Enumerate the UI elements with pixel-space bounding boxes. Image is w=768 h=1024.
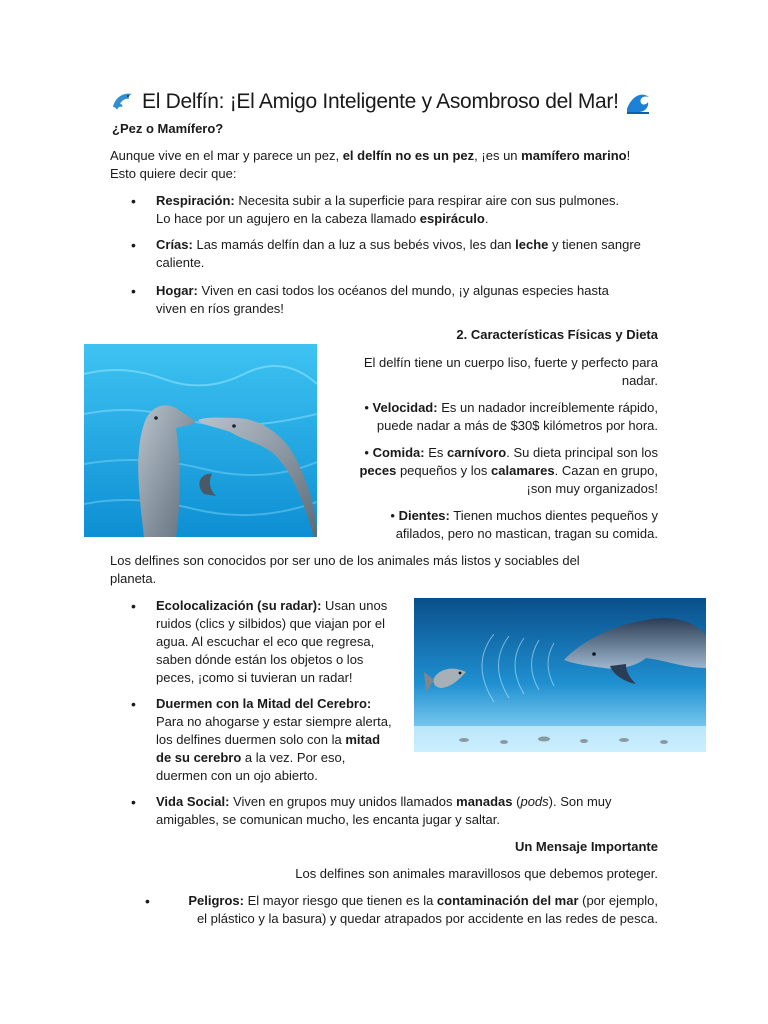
title-text: El Delfín: ¡El Amigo Inteligente y Asombroso del Mar! [142,90,619,113]
bullet-dot: • [131,193,136,209]
bullet-dot: • [131,696,136,712]
dolphin-emoji-icon [110,89,136,115]
echolocation-illustration [414,598,706,752]
page-title [110,88,651,116]
list-item-peligros: Peligros: El mayor riesgo que tienen es la contaminación del mar (por ejemplo, el plástico y la basura) y quedar atrapados por accidente en las redes de pesca. [188,893,658,926]
bullet-dot: • [364,445,373,460]
section2-intro: El delfín tiene un cuerpo liso, fuerte y perfecto para nadar. [363,355,658,388]
list-item-respiracion: Respiración: Necesita subir a la superficie para respirar aire con sus pulmones. Lo hace por un agujero en la cabeza llamado espiráculo. [156,193,620,226]
section4-heading: Un Mensaje Importante [514,839,658,854]
section4-intro: Los delfines son animales maravillosos que debemos proteger. [295,866,658,881]
bullet-dot: • [131,283,136,299]
bullet-dot: • [131,237,136,253]
section3-intro: Los delfines son conocidos por ser uno de los animales más listos y sociables del planeta. [110,553,580,586]
list-item-dientes: • Dientes: Tienen muchos dientes pequeños y afilados, pero no mastican, tragan su comida. [390,508,658,541]
list-item-duermen: Duermen con la Mitad del Cerebro: Para no ahogarse y estar siempre alerta, los delfines duermen solo con la mitad de su cerebro a la vez. Por eso, duermen con un ojo abierto. [156,696,392,783]
section1-intro: Aunque vive en el mar y parece un pez, el delfín no es un pez, ¡es un mamífero marino! Esto quiere decir que: [110,148,631,181]
section1-heading: ¿Pez o Mamífero? [112,121,224,136]
bullet-dot: • [131,598,136,614]
two-dolphins-illustration [84,344,317,537]
bullet-dot: • [364,400,373,415]
section2-heading: 2. Características Físicas y Dieta [456,327,658,342]
list-item-ecolocalizacion: Ecolocalización (su radar): Usan unos ruidos (clics y silbidos) que viajan por el agua. Al escuchar el eco que regresa, saben dónde están los objetos o los peces, ¡como si tuvieran un radar! [156,598,388,685]
water-wave-emoji-icon [625,89,651,115]
list-item-hogar: Hogar: Viven en casi todos los océanos del mundo, ¡y algunas especies hasta viven en ríos grandes! [156,283,609,316]
two-dolphins-photo [84,344,317,537]
list-item-comida: • Comida: Es carnívoro. Su dieta principal son los peces pequeños y los calamares. Cazan en grupo, ¡son muy organizados! [359,445,658,496]
dolphin-echolocation-illustration [414,598,706,752]
list-item-vida-social: Vida Social: Viven en grupos muy unidos llamados manadas (pods). Son muy amigables, se comunican mucho, les encanta jugar y saltar. [156,794,612,827]
bullet-dot: • [390,508,399,523]
list-item-velocidad: • Velocidad: Es un nadador increíblemente rápido, puede nadar a más de $30$ kilómetros por hora. [364,400,658,433]
list-item-crias: Crías: Las mamás delfín dan a luz a sus bebés vivos, les dan leche y tienen sangre caliente. [156,237,641,270]
bullet-dot: • [145,893,150,909]
bullet-dot: • [131,794,136,810]
